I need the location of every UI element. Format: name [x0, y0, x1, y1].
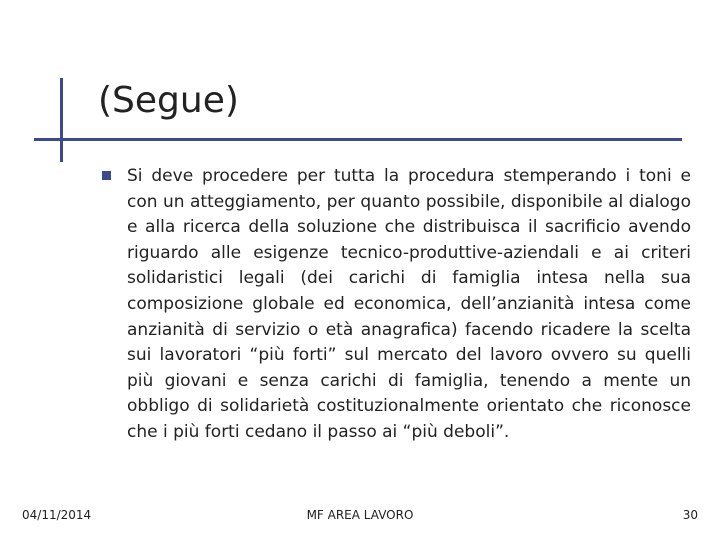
title-horizontal-rule [34, 138, 682, 141]
bullet-text: Si deve procedere per tutta la procedura stemperando i toni e con un atteggiamento, per quanto possibile, disponibile al dialogo e alla ricerca della soluzione che distribuisca il sacrificio avendo riguardo alle esigenze tecnico-produttive-aziendali e ai criteri solidaristici legali (dei carichi di famiglia intesa nella sua composizione globale ed economica, dell’anzianità intesa come anzianità di servizio o età anagrafica) facendo ricadere la scelta sui lavoratori “più forti” sul mercato del lavoro ovvero su quelli più giovani e senza carichi di famiglia, tenendo a mente un obbligo di solidarietà costituzionalmente orientato che riconosce che i più forti cedano il passo ai “più deboli”. [127, 166, 691, 442]
title-vertical-rule [60, 78, 63, 162]
page-number: 30 [682, 508, 698, 522]
square-bullet-icon [102, 171, 111, 180]
footer-center-text: MF AREA LAVORO [306, 508, 414, 522]
slide-title: (Segue) [98, 80, 239, 121]
footer-date: 04/11/2014 [22, 508, 92, 522]
